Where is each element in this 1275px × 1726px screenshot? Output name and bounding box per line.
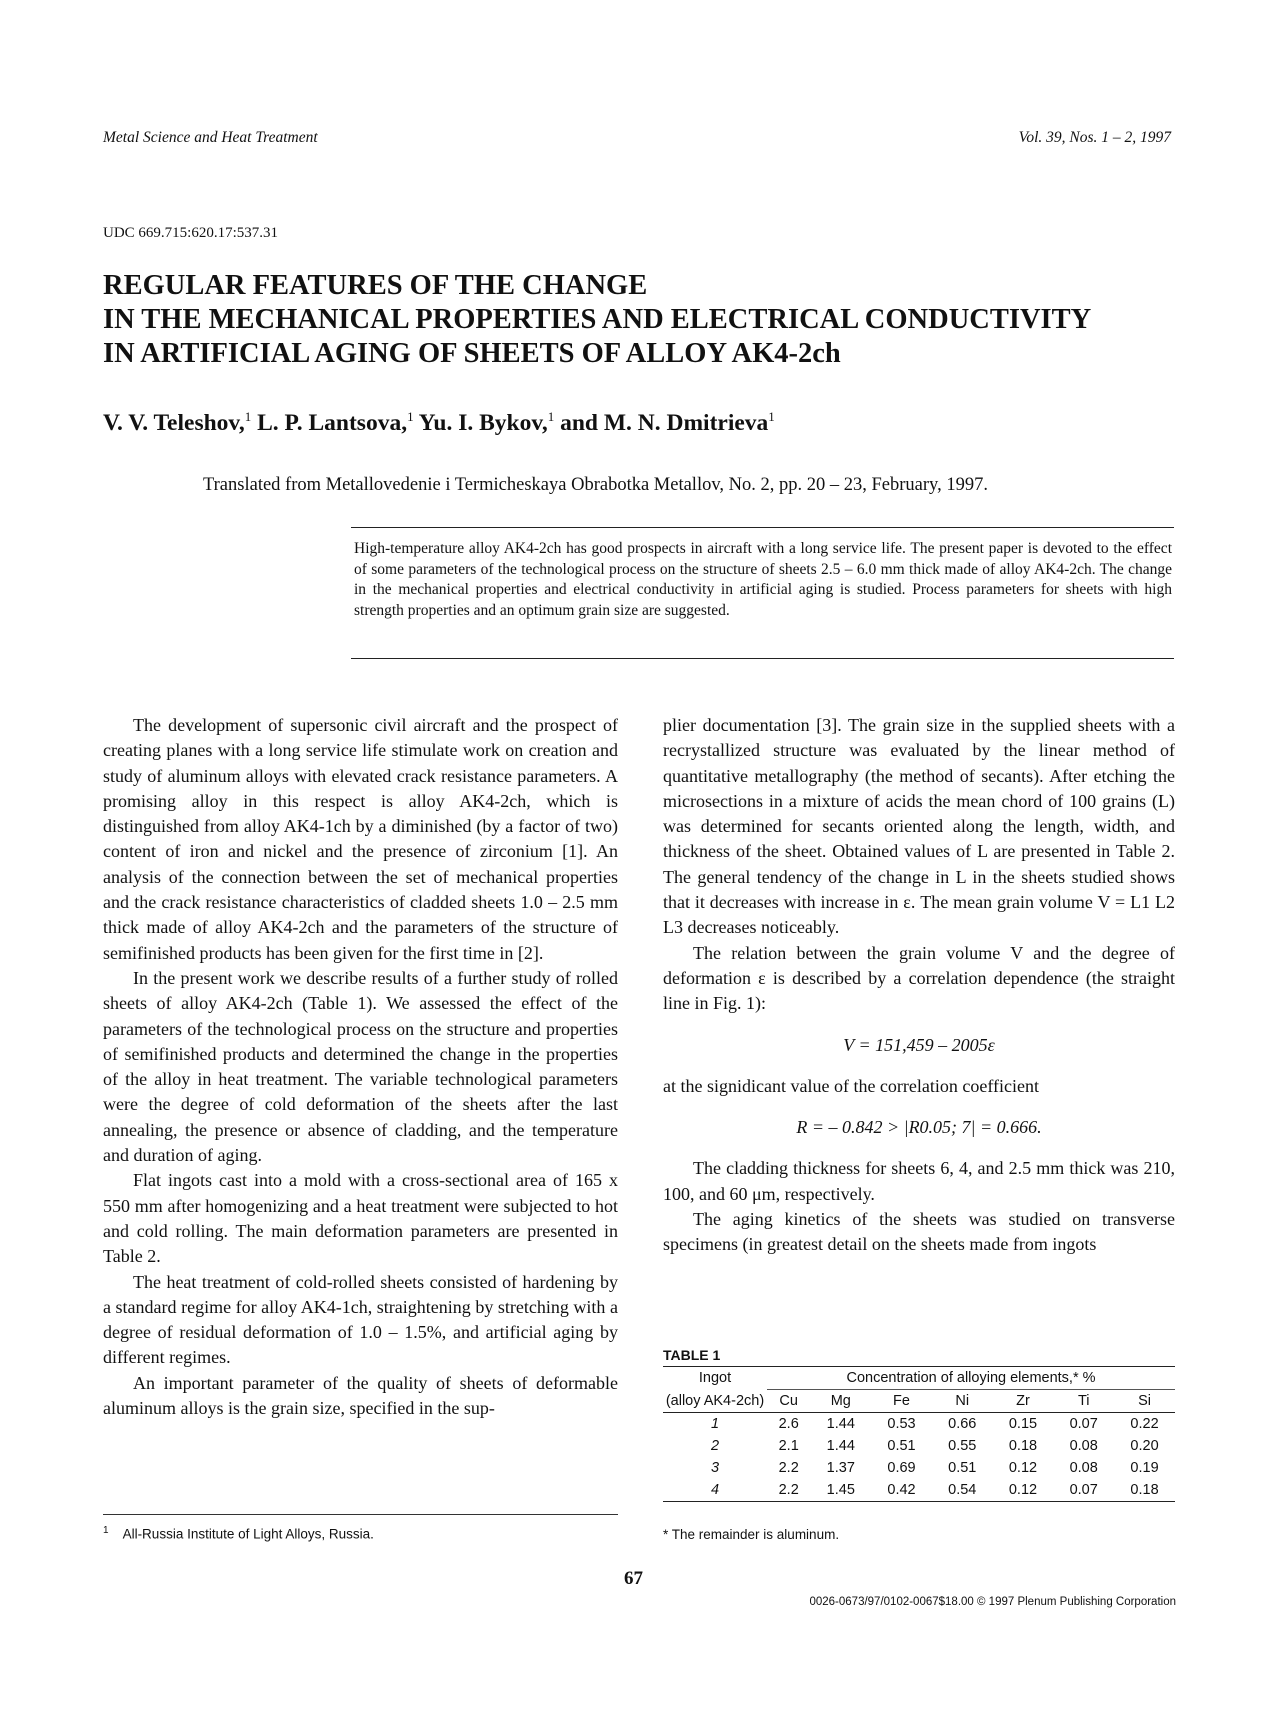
table-cell: 0.69 (887, 1460, 916, 1476)
author-affiliation-mark: 1 (768, 409, 775, 424)
table-cell: 2.6 (778, 1416, 799, 1432)
table-header-cell: Si (1114, 1390, 1175, 1413)
table-cell: 0.66 (948, 1416, 977, 1432)
table-header-cell: Fe (871, 1390, 932, 1413)
table-cell: 0.08 (1069, 1438, 1098, 1454)
author-name: and M. N. Dmitrieva (560, 409, 769, 436)
body-paragraph: The development of supersonic civil aircraft and the prospect of creating planes with a long service life stimulate work on creation and study of aluminum alloys with elevated crack resistance parameters. A promising alloy in this respect is alloy AK4-2ch, which is distinguished from alloy AK4-1ch by a diminished (by a factor of two) content of iron and nickel and the presence of zirconium [1]. An analysis of the connection between the set of mechanical properties and the crack resistance characteristics of cladded sheets 1.0 – 2.5 mm thick made of alloy AK4-2ch and the parameters of the structure of semifinished products has been given for the first time in [2]. (103, 715, 618, 963)
table-cell: 0.07 (1069, 1416, 1098, 1432)
equation-volume: V = 151,459 – 2005ε (843, 1034, 995, 1055)
udc-code: UDC 669.715:620.17:537.31 (103, 225, 279, 241)
table-row (663, 1435, 1175, 1457)
table-header-cell: Mg (810, 1390, 871, 1413)
table-cell: 0.08 (1069, 1460, 1098, 1476)
table-row (663, 1479, 1175, 1502)
left-column (103, 713, 618, 1421)
table-cell: 0.55 (948, 1438, 977, 1454)
table-header-cell: Zr (993, 1390, 1054, 1413)
body-paragraph: at the signidicant value of the correlation coefficient (663, 1075, 1040, 1096)
equation-correlation: R = – 0.842 > |R0.05; 7| = 0.666. (796, 1117, 1042, 1138)
author-affiliation-mark: 1 (244, 409, 252, 424)
author-name: L. P. Lantsova, (257, 409, 408, 436)
author-name: V. V. Teleshov, (103, 409, 245, 436)
abstract: High-temperature alloy AK4-2ch has good prospects in aircraft with a long service life. The present paper is devoted to the effect of some parameters of the technological process on the structure of sheets 2.5 – 6.0 mm thick made of alloy AK4-2ch. The change in the mechanical properties and electrical conductivity in artificial aging is studied. Process parameters for sheets with high strength properties and an optimum grain size are suggested. (354, 540, 1172, 619)
page-number: 67 (624, 1568, 643, 1589)
footnote-rule (103, 1514, 618, 1515)
body-paragraph: The heat treatment of cold-rolled sheets consisted of hardening by a standard regime for alloy AK4-1ch, straightening by stretching with a degree of residual deformation of 1.0 – 1.5%, and artificial aging by different regimes. (103, 1271, 618, 1368)
abstract-bottom-rule (351, 658, 1174, 659)
table-cell: 2.1 (778, 1438, 799, 1454)
footnote-mark: 1 (103, 1525, 109, 1536)
table-cell: 0.51 (887, 1438, 916, 1454)
table-cell: 0.18 (1008, 1438, 1038, 1454)
table-cell: 4 (663, 1479, 767, 1502)
table-cell: 1.44 (826, 1416, 855, 1432)
translation-note: Translated from Metallovedenie i Termicheskaya Obrabotka Metallov, No. 2, pp. 20 – 23, February, 1997. (203, 475, 988, 495)
paper-title (103, 269, 1203, 371)
table-header-row (663, 1367, 1175, 1390)
table-cell: 0.19 (1130, 1460, 1159, 1476)
author-name: Yu. I. Bykov, (418, 409, 548, 436)
table-header-cell: Ti (1053, 1390, 1114, 1413)
body-paragraph: plier documentation [3]. The grain size in the supplied sheets with a recrystallized structure was evaluated by the linear method of quantitative metallography (the method of secants). After etching the microsections in a mixture of acids the mean chord of 100 grains (L) was determined for secants oriented along the length, width, and thickness of the sheet. Obtained values of L are presented in Table 2. The general tendency of the change in L in the sheets studied shows that it decreases with increase in ε. The mean grain volume V = L1 L2 L3 decreases noticeably. (663, 715, 1175, 938)
title-line: IN THE MECHANICAL PROPERTIES AND ELECTRICAL CONDUCTIVITY (103, 304, 1092, 335)
table-cell: 0.53 (887, 1416, 916, 1432)
table-footnote: * The remainder is aluminum. (663, 1527, 840, 1542)
affiliation-footnote (103, 1525, 374, 1542)
abstract-top-rule (351, 527, 1174, 528)
table-cell: 0.12 (993, 1479, 1054, 1502)
table-cell: 0.22 (1130, 1416, 1159, 1432)
table-cell: 1 (710, 1416, 720, 1432)
composition-table (663, 1366, 1175, 1502)
table-cell: 1.44 (826, 1438, 855, 1454)
author-affiliation-mark: 1 (407, 409, 414, 424)
table-label: TABLE 1 (663, 1347, 721, 1363)
table-cell: 2 (710, 1438, 720, 1454)
table-header-cell: Cu (767, 1390, 810, 1413)
table-header-cell: (alloy AK4-2ch) (663, 1390, 767, 1413)
copyright-line: 0026-0673/97/0102-0067$18.00 © 1997 Plenum Publishing Corporation (809, 1596, 1176, 1608)
right-column (663, 713, 1175, 1258)
table-cell: 0.18 (1114, 1479, 1175, 1502)
table-cell: 0.20 (1130, 1438, 1159, 1454)
table-cell: 0.42 (871, 1479, 932, 1502)
table-cell: 1.45 (810, 1479, 871, 1502)
table-cell: 2.2 (767, 1479, 810, 1502)
table-cell: 0.54 (932, 1479, 993, 1502)
table-group-header: Concentration of alloying elements,* % (767, 1367, 1175, 1390)
table-cell: 3 (710, 1460, 720, 1476)
volume-info: Vol. 39, Nos. 1 – 2, 1997 (1018, 129, 1171, 146)
body-paragraph: In the present work we describe results of a further study of rolled sheets of alloy AK4-2ch (Table 1). We assessed the effect of the parameters of the technological process on the structure and properties of semifinished products and determined the change in the properties of the alloy in heat treatment. The variable technological parameters were the degree of cold deformation of the sheets after the last annealing, the presence or absence of cladding, and the temperature and duration of aging. (103, 967, 618, 1166)
table-row (663, 1413, 1175, 1436)
body-paragraph: The relation between the grain volume V and the degree of deformation ε is described by a correlation dependence (the straight line in Fig. 1): (663, 942, 1175, 1014)
footnote-text: All-Russia Institute of Light Alloys, Russia. (122, 1526, 374, 1542)
title-line: IN ARTIFICIAL AGING OF SHEETS OF ALLOY AK4-2ch (103, 338, 841, 369)
table-row (663, 1457, 1175, 1479)
table-cell: 2.2 (778, 1460, 799, 1476)
table-cell: 0.51 (948, 1460, 977, 1476)
table-cell: 0.15 (1008, 1416, 1038, 1432)
table-header-row (663, 1390, 1175, 1413)
table-cell: 0.12 (1008, 1460, 1038, 1476)
table-cell: 0.07 (1053, 1479, 1114, 1502)
body-paragraph: The aging kinetics of the sheets was studied on transverse specimens (in greatest detail on the sheets made from ingots (663, 1209, 1175, 1255)
author-list (103, 409, 775, 437)
body-paragraph: The cladding thickness for sheets 6, 4, and 2.5 mm thick was 210, 100, and 60 μm, respectively. (663, 1158, 1175, 1204)
table-cell: 1.37 (826, 1460, 855, 1476)
table-header-cell: Ingot (663, 1367, 767, 1390)
body-paragraph: An important parameter of the quality of sheets of deformable aluminum alloys is the grain size, specified in the sup- (103, 1372, 618, 1419)
table-header-cell: Ni (932, 1390, 993, 1413)
author-affiliation-mark: 1 (547, 409, 555, 424)
journal-name: Metal Science and Heat Treatment (103, 129, 318, 146)
title-line: REGULAR FEATURES OF THE CHANGE (103, 270, 648, 301)
body-paragraph: Flat ingots cast into a mold with a cross-sectional area of 165 x 550 mm after homogenizing and a heat treatment were subjected to hot and cold rolling. The main deformation parameters are presented in Table 2. (103, 1170, 618, 1267)
